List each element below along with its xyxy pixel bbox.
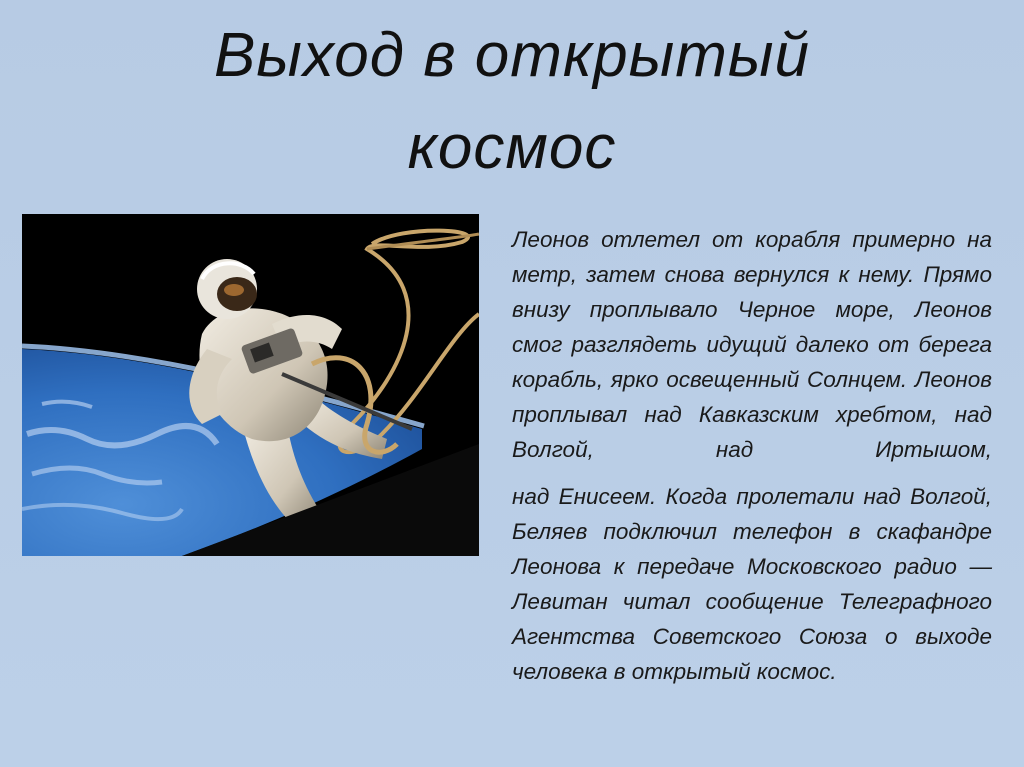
title-line-1: Выход в открытый [213,21,811,90]
article-text [512,222,992,689]
title-line-2: космос [407,113,617,182]
slide-title [40,10,984,194]
astronaut-illustration [22,214,479,556]
paragraph-part-2: над Енисеем. Когда пролетали над Волгой, Беляев подключил телефон в скафандре Леонова к передаче Московского радио — Левитан читал сообщение Телеграфного Агентства Советского Союза о выходе человека в открытый космос. [512,484,992,684]
paragraph-part-1: Леонов отлетел от корабля примерно на метр, затем снова вернулся к нему. Прямо внизу проплывало Черное море, Леонов смог разглядеть идущий далеко от берега корабль, ярко освещенный Солнцем. Леонов проплывал над Кавказским хребтом, над Волгой, над Иртышом, [512,227,992,462]
spacewalk-photo [22,214,479,556]
